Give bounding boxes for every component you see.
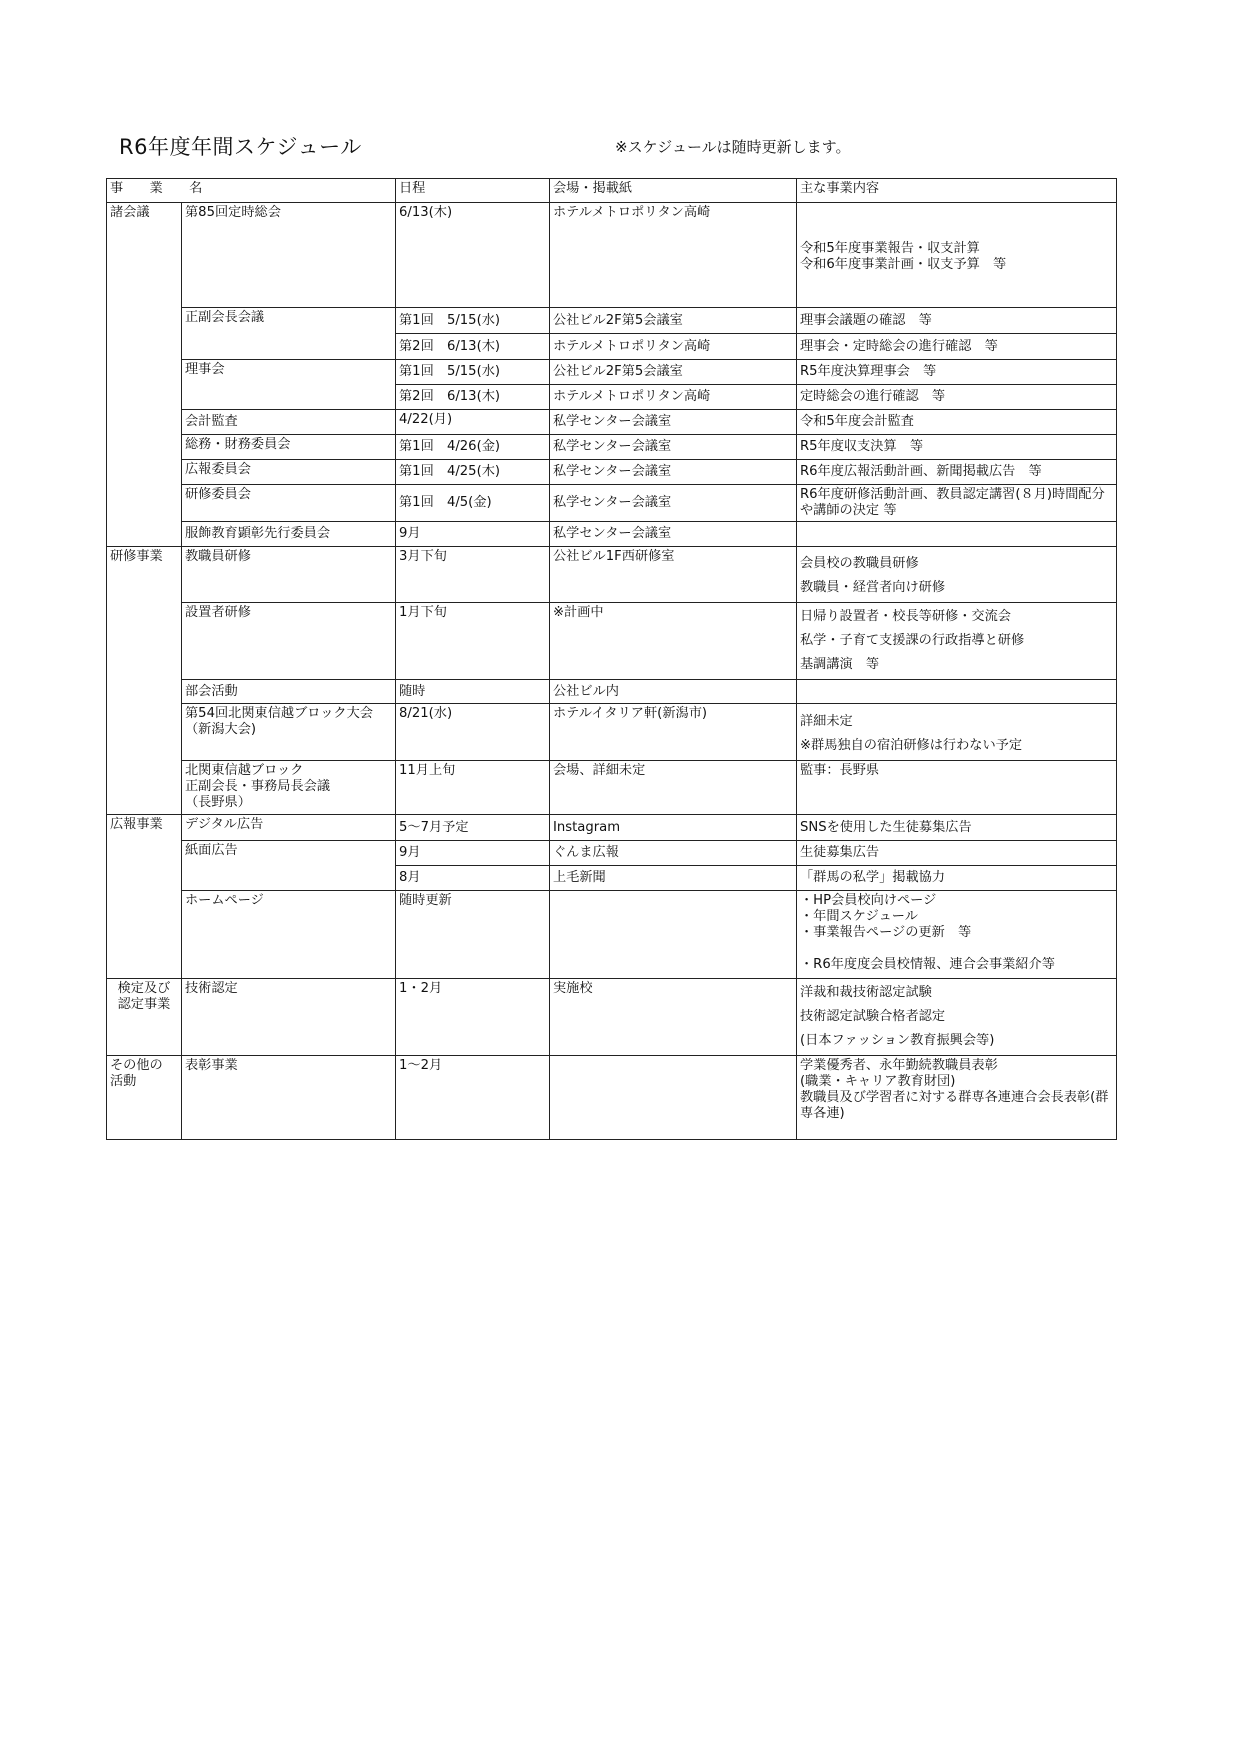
event-date: 第1回 4/5(金) [396, 485, 550, 522]
event-name: 設置者研修 [182, 603, 396, 680]
table-row [107, 435, 1117, 460]
update-note: ※スケジュールは随時更新します。 [615, 138, 851, 156]
event-date: 随時 [396, 680, 550, 704]
event-name: デジタル広告 [182, 815, 396, 841]
event-content: 監事：長野県 [797, 761, 1117, 815]
event-date: 第1回 5/15(水) [396, 360, 550, 385]
table-row [107, 485, 1117, 522]
event-name: 第85回定時総会 [182, 203, 396, 308]
event-date: 1～2月 [396, 1056, 550, 1140]
event-date: 第2回 6/13(木) [396, 385, 550, 410]
event-content: 洋裁和裁技術認定試験 技術認定試験合格者認定 (日本ファッション教育振興会等) [797, 979, 1117, 1056]
category-cell: 広報事業 [107, 815, 182, 979]
event-venue: 実施校 [550, 979, 797, 1056]
table-header-row [107, 179, 1117, 203]
table-row [107, 815, 1117, 841]
event-venue: Instagram [550, 815, 797, 841]
event-venue [550, 1056, 797, 1140]
event-date: 8月 [396, 866, 550, 891]
header-content: 主な事業内容 [797, 179, 1117, 203]
table-row [107, 460, 1117, 485]
event-content: 令和5年度会計監査 [797, 410, 1117, 435]
event-date: 9月 [396, 522, 550, 547]
event-content: R6年度研修活動計画、教員認定講習(８月)時間配分や講師の決定 等 [797, 485, 1117, 522]
event-venue: 公社ビル内 [550, 680, 797, 704]
event-venue: 公社ビル2F第5会議室 [550, 308, 797, 334]
event-date: 第1回 4/25(木) [396, 460, 550, 485]
event-name: 教職員研修 [182, 547, 396, 603]
event-venue: 私学センター会議室 [550, 410, 797, 435]
event-name: 第54回北関東信越ブロック大会（新潟大会) [182, 704, 396, 761]
table-row [107, 522, 1117, 547]
document-title: R6年度年間スケジュール [119, 135, 362, 159]
event-content: R5年度決算理事会 等 [797, 360, 1117, 385]
event-content: R5年度収支決算 等 [797, 435, 1117, 460]
event-content: 定時総会の進行確認 等 [797, 385, 1117, 410]
event-name: 技術認定 [182, 979, 396, 1056]
event-name: 総務・財務委員会 [182, 435, 396, 460]
event-venue: 私学センター会議室 [550, 460, 797, 485]
event-venue: ※計画中 [550, 603, 797, 680]
event-date: 8/21(水) [396, 704, 550, 761]
event-date: 第2回 6/13(木) [396, 334, 550, 360]
category-cell: 研修事業 [107, 547, 182, 815]
event-venue: ホテルメトロポリタン高崎 [550, 385, 797, 410]
table-row [107, 410, 1117, 435]
header-event-name: 事 業 名 [107, 179, 396, 203]
event-name: 会計監査 [182, 410, 396, 435]
event-venue: 会場、詳細未定 [550, 761, 797, 815]
table-row [107, 360, 1117, 385]
event-date: 6/13(木) [396, 203, 550, 308]
event-date: 随時更新 [396, 891, 550, 979]
table-row [107, 308, 1117, 334]
event-venue: ホテルイタリア軒(新潟市) [550, 704, 797, 761]
header-venue: 会場・掲載紙 [550, 179, 797, 203]
content-line: 令和5年度事業報告・収支計算 令和6年度事業計画・収支予算 等 [800, 241, 1007, 272]
event-venue: ホテルメトロポリタン高崎 [550, 203, 797, 308]
table-row [107, 1056, 1117, 1140]
event-date: 5～7月予定 [396, 815, 550, 841]
event-name: 部会活動 [182, 680, 396, 704]
event-date: 1月下旬 [396, 603, 550, 680]
table-row [107, 761, 1117, 815]
table-row [107, 841, 1117, 866]
event-date: 11月上旬 [396, 761, 550, 815]
table-row [107, 891, 1117, 979]
event-content: R6年度広報活動計画、新聞掲載広告 等 [797, 460, 1117, 485]
table-row [107, 979, 1117, 1056]
event-venue [550, 891, 797, 979]
table-row [107, 203, 1117, 308]
event-venue: 私学センター会議室 [550, 435, 797, 460]
schedule-table [106, 178, 1117, 1140]
event-name: 正副会長会議 [182, 308, 396, 360]
event-content: ・HP会員校向けページ ・年間スケジュール ・事業報告ページの更新 等 ・R6年度度会員校情報、連合会事業紹介等 [797, 891, 1117, 979]
category-cell: その他の 活動 [107, 1056, 182, 1140]
event-date: 4/22(月) [396, 410, 550, 435]
event-content: 生徒募集広告 [797, 841, 1117, 866]
event-date: 3月下旬 [396, 547, 550, 603]
event-content [797, 522, 1117, 547]
table-row [107, 704, 1117, 761]
event-venue: 公社ビル2F第5会議室 [550, 360, 797, 385]
event-content: 会員校の教職員研修 教職員・経営者向け研修 [797, 547, 1117, 603]
event-name: ホームページ [182, 891, 396, 979]
event-venue: ホテルメトロポリタン高崎 [550, 334, 797, 360]
event-date: 第1回 4/26(金) [396, 435, 550, 460]
event-content [797, 680, 1117, 704]
table-row [107, 547, 1117, 603]
event-name: 北関東信越ブロック 正副会長・事務局長会議 （長野県） [182, 761, 396, 815]
event-content: 日帰り設置者・校長等研修・交流会 私学・子育て支援課の行政指導と研修 基調講演 等 [797, 603, 1117, 680]
event-date: 第1回 5/15(水) [396, 308, 550, 334]
table-row [107, 680, 1117, 704]
header-schedule: 日程 [396, 179, 550, 203]
category-cell: 検定及び 認定事業 [107, 979, 182, 1056]
event-date: 9月 [396, 841, 550, 866]
event-venue: 上毛新聞 [550, 866, 797, 891]
event-name: 服飾教育顕彰先行委員会 [182, 522, 396, 547]
event-venue: 私学センター会議室 [550, 485, 797, 522]
category-cell: 諸会議 [107, 203, 182, 547]
event-venue: ぐんま広報 [550, 841, 797, 866]
event-content: 詳細未定 ※群馬独自の宿泊研修は行わない予定 [797, 704, 1117, 761]
table-row [107, 603, 1117, 680]
event-content: 「群馬の私学」掲載協力 [797, 866, 1117, 891]
event-name: 紙面広告 [182, 841, 396, 891]
event-content: 学業優秀者、永年勤続教職員表彰 (職業・キャリア教育財団) 教職員及び学習者に対する群専各連連合会長表彰(群専各連) [797, 1056, 1117, 1140]
event-content: 理事会議題の確認 等 [797, 308, 1117, 334]
event-content [797, 203, 1117, 308]
event-venue: 私学センター会議室 [550, 522, 797, 547]
event-name: 表彰事業 [182, 1056, 396, 1140]
event-name: 理事会 [182, 360, 396, 410]
event-name: 広報委員会 [182, 460, 396, 485]
event-date: 1・2月 [396, 979, 550, 1056]
event-venue: 公社ビル1F西研修室 [550, 547, 797, 603]
event-name: 研修委員会 [182, 485, 396, 522]
event-content: 理事会・定時総会の進行確認 等 [797, 334, 1117, 360]
event-content: SNSを使用した生徒募集広告 [797, 815, 1117, 841]
